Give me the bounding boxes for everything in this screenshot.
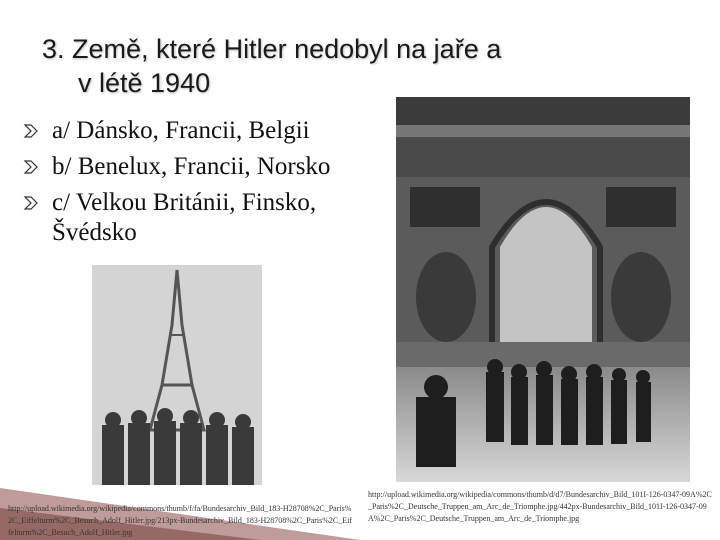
answer-list <box>22 116 382 254</box>
answer-label: b/ Benelux, Francii, Norsko <box>52 153 331 180</box>
image-source-caption-left[interactable]: http://upload.wikimedia.org/wikipedia/commons/thumb/f/fa/Bundesarchiv_Bild_183-H28708%2C_Paris%2C_Eiffelturm%2C_Besuch_Adolf_Hitler.jpg/213px-Bundesarchiv_Bild_183-H28708%2C_Paris%2C_Eiffelturm%2C_Besuch_Adolf_Hitler.jpg <box>8 504 353 537</box>
bullet-arrow-icon <box>22 194 40 212</box>
title-line-2: v létě 1940 <box>78 68 211 98</box>
photo-eiffel-tower <box>92 265 262 485</box>
slide-title <box>42 32 642 100</box>
bullet-arrow-icon <box>22 158 40 176</box>
title-line-1: 3. Země, které Hitler nedobyl na jaře a <box>42 34 502 64</box>
bullet-arrow-icon <box>22 122 40 140</box>
answer-option-a <box>22 116 382 146</box>
answer-label: a/ Dánsko, Francii, Belgii <box>52 117 310 144</box>
image-source-caption-right[interactable]: http://upload.wikimedia.org/wikipedia/commons/thumb/d/d7/Bundesarchiv_Bild_101I-126-0347-09A%2C_Paris%2C_Deutsche_Truppen_am_Arc_de_Triomphe.jpg/442px-Bundesarchiv_Bild_101I-126-0347-09A%2C_Paris%2C_Deutsche_Truppen_am_Arc_de_Triomphe.jpg <box>368 490 712 523</box>
answer-option-c <box>22 188 382 248</box>
answer-option-b <box>22 152 382 182</box>
photo-arc-de-triomphe <box>396 97 690 482</box>
answer-label: c/ Velkou Británii, Finsko, Švédsko <box>52 189 317 246</box>
